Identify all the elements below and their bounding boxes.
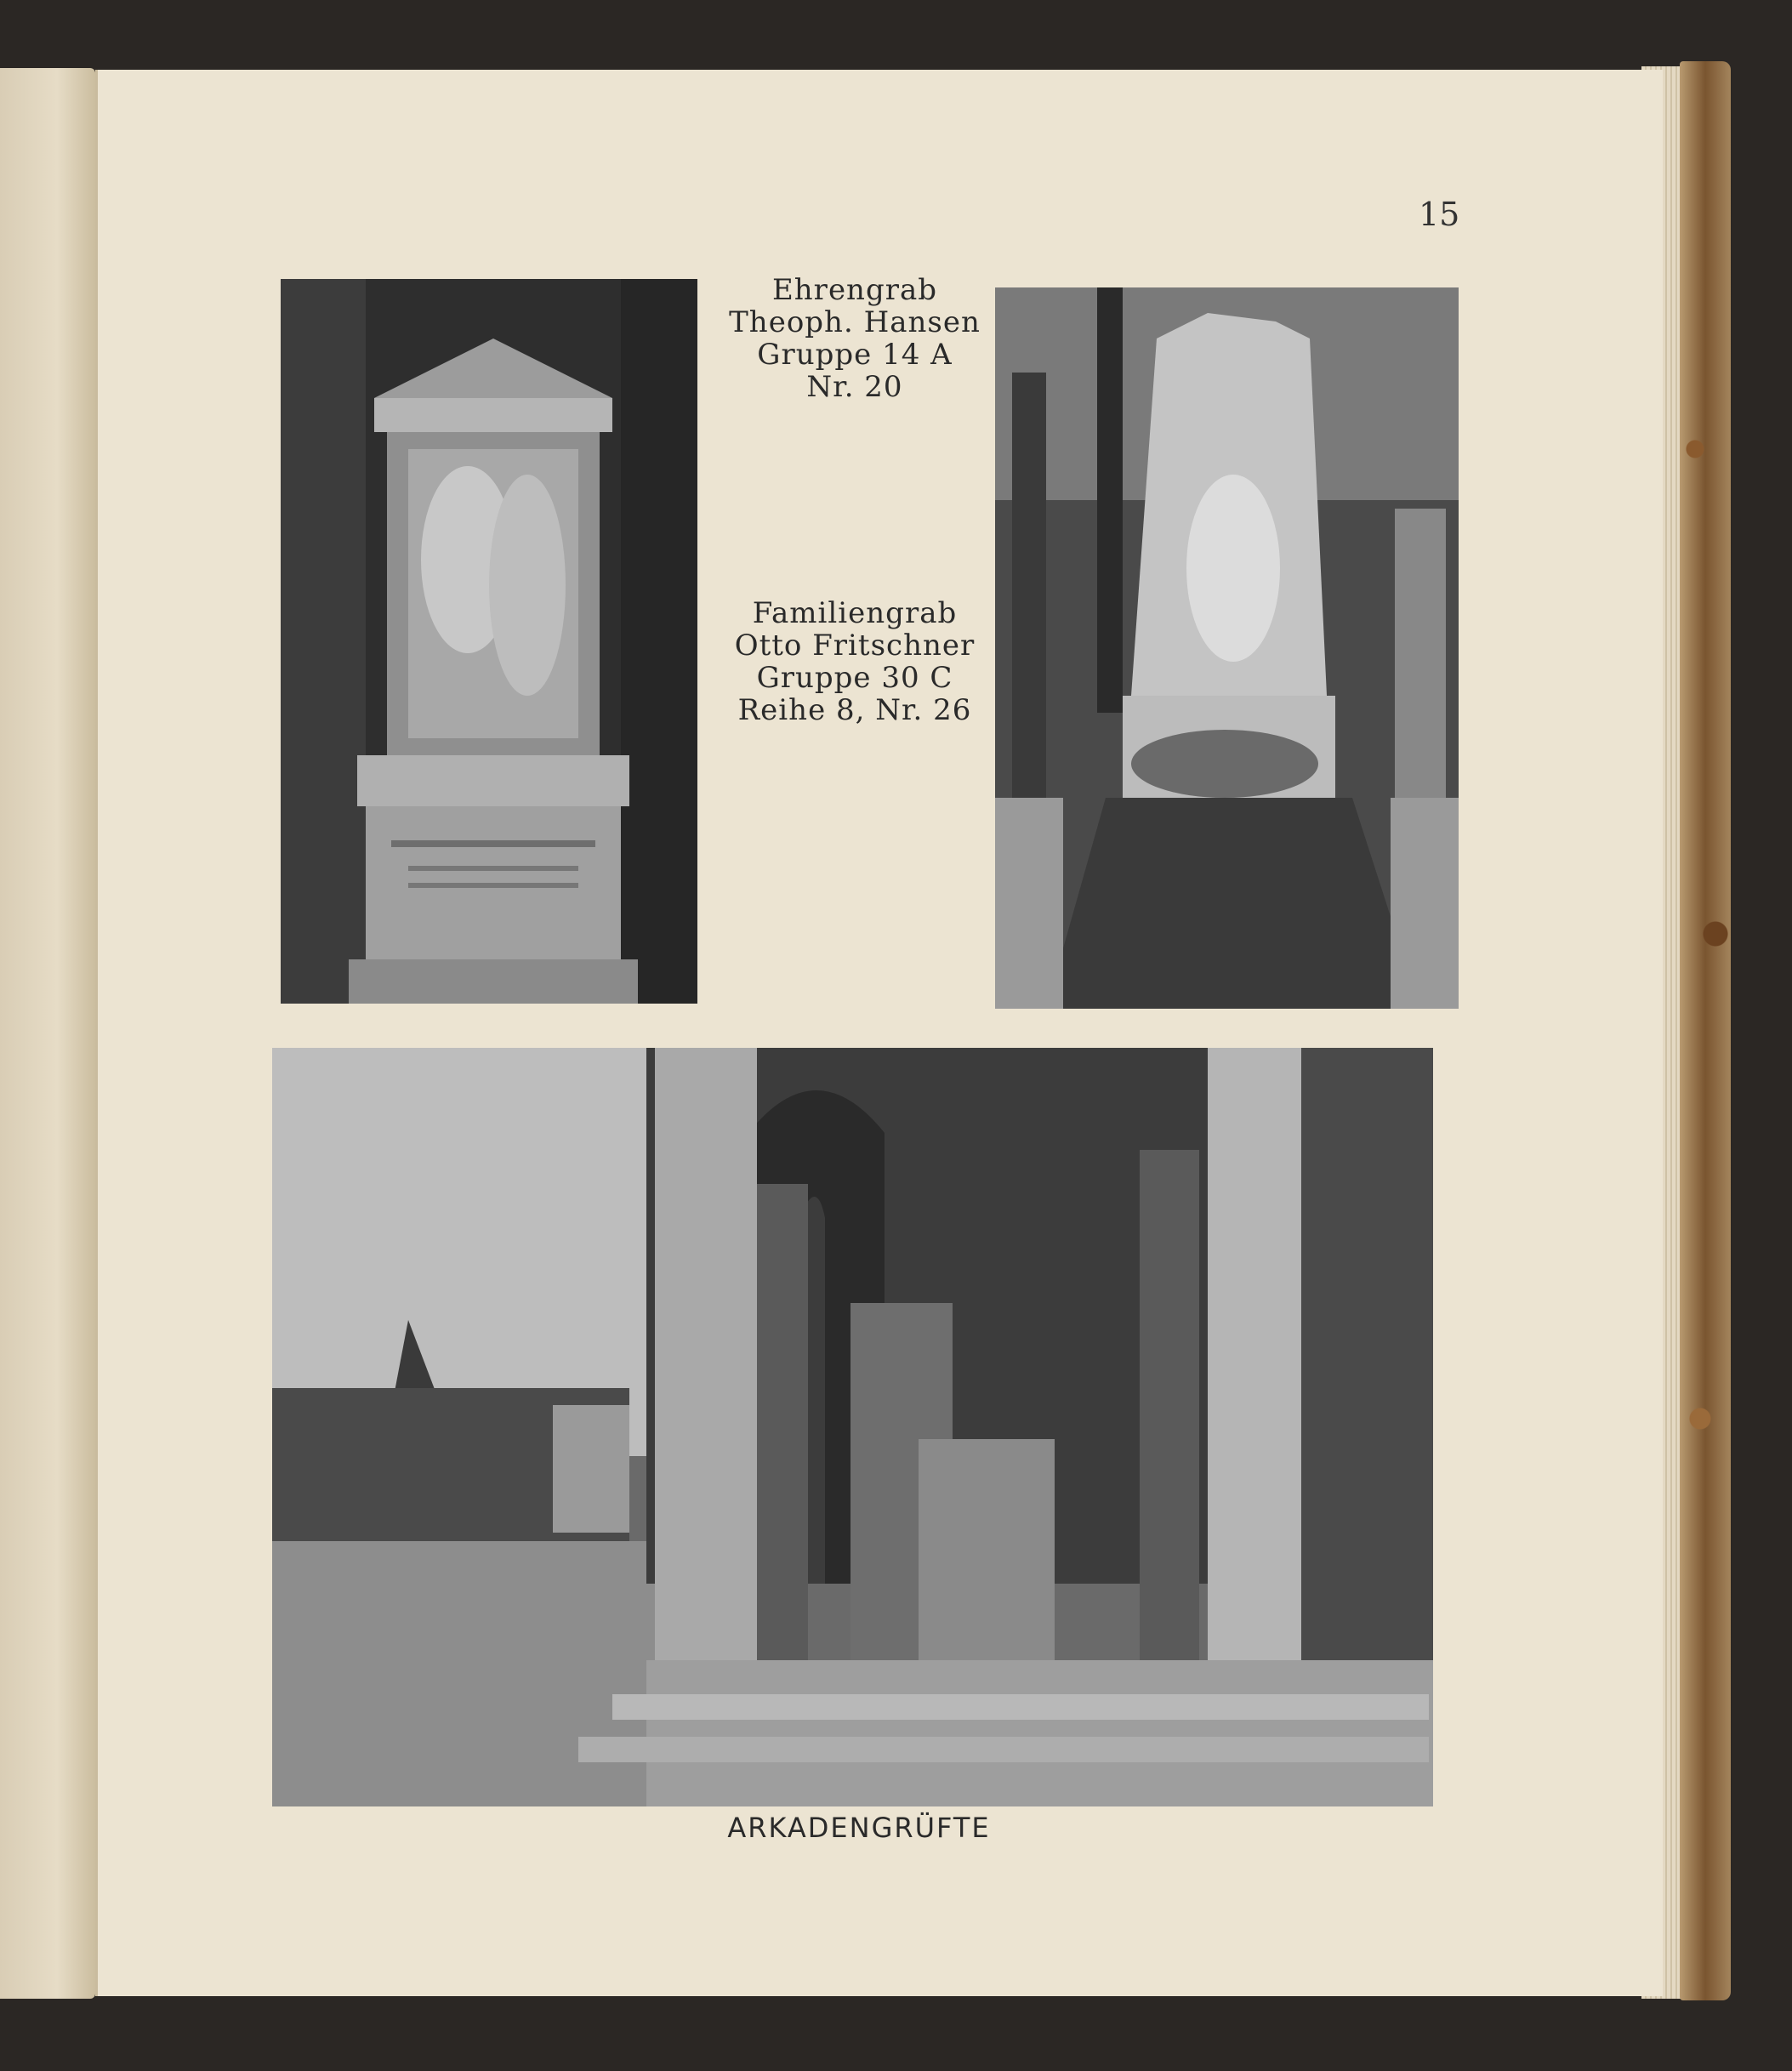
caption-fritschner-line3: Gruppe 30 C (756, 661, 953, 695)
caption-hansen (719, 274, 991, 403)
book-cover-edge (1680, 61, 1731, 2000)
photo-arcade-crypts (272, 1048, 1433, 1806)
caption-hansen-line1: Ehrengrab (771, 273, 938, 307)
caption-arcade: ARKADENGRÜFTE (727, 1812, 991, 1844)
caption-hansen-line4: Nr. 20 (806, 370, 903, 404)
caption-fritschner (714, 597, 995, 726)
left-page-edge (0, 68, 95, 1999)
caption-fritschner-line2: Otto Fritschner (734, 629, 976, 663)
caption-hansen-line3: Gruppe 14 A (757, 338, 953, 372)
caption-fritschner-line1: Familiengrab (752, 596, 958, 630)
caption-hansen-line2: Theoph. Hansen (729, 305, 981, 339)
page-number: 15 (1419, 196, 1460, 233)
photo-fritschner-grave (995, 287, 1459, 1009)
caption-fritschner-line4: Reihe 8, Nr. 26 (737, 693, 972, 727)
photo-hansen-grave (281, 279, 697, 1004)
